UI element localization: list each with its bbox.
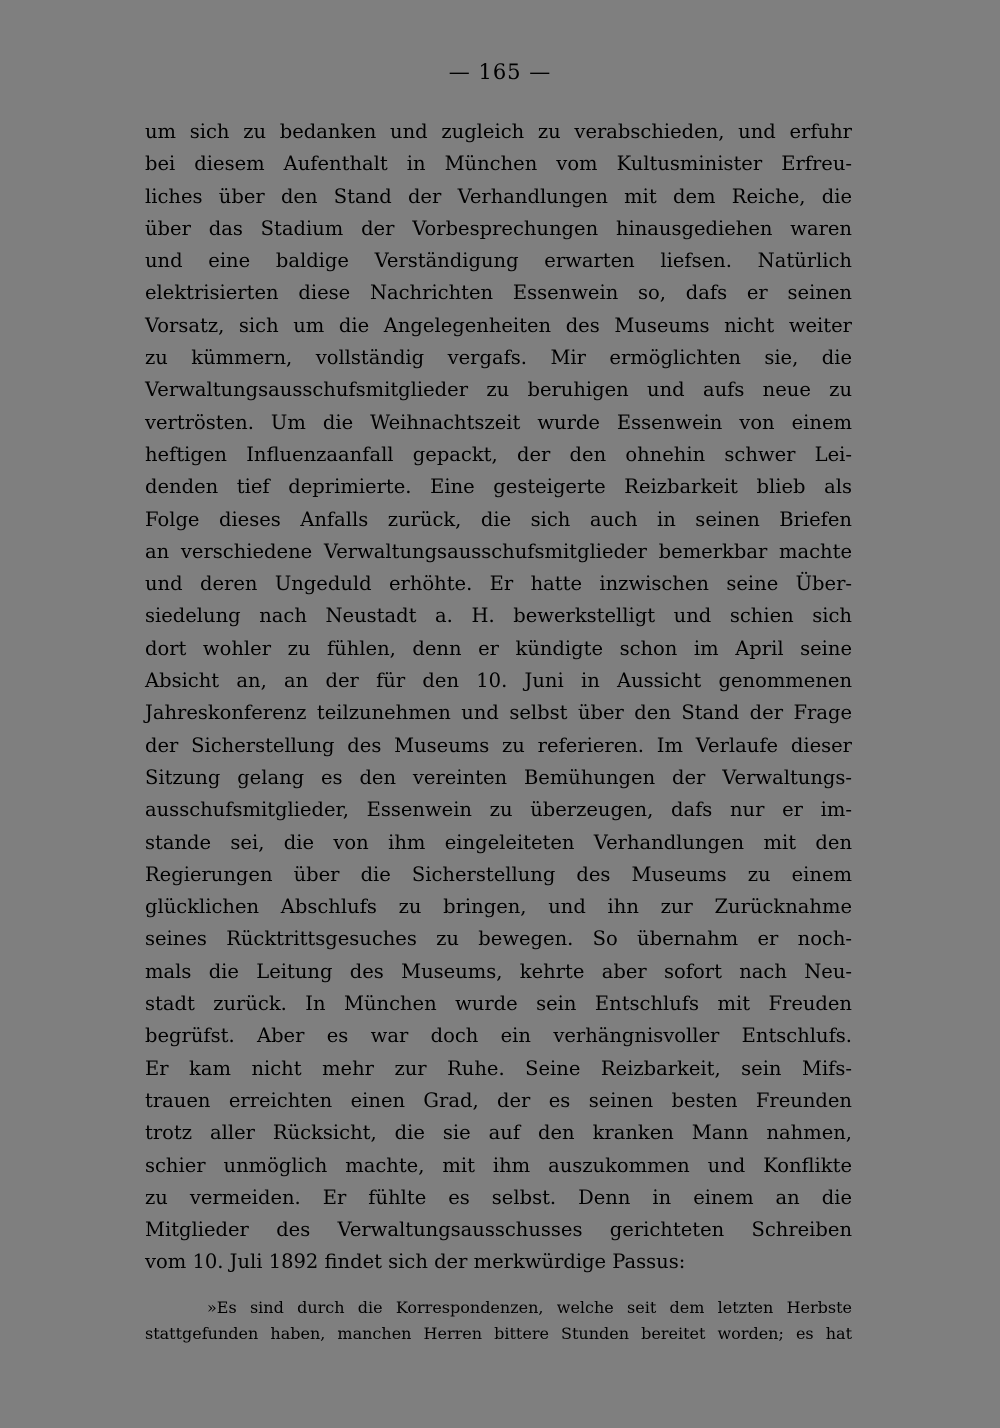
text-line: um sich zu bedanken und zugleich zu verabschieden, und erfuhr [145,120,852,143]
text-line: mals die Leitung des Museums, kehrte aber sofort nach Neu- [145,959,852,983]
text-line: an verschiedene Verwaltungsausschufsmitglieder bemerkbar machte [145,539,852,563]
text-line: denden tief deprimierte. Eine gesteigerte Reizbarkeit blieb als [145,475,852,499]
text-line: Jahreskonferenz teilzunehmen und selbst über den Stand der Frage [145,701,852,725]
page-number-header: — 165 — [448,60,552,84]
block-quote [145,1295,852,1347]
text-line: zu kümmern, vollständig vergafs. Mir ermöglichten sie, die [145,346,852,370]
text-line: liches über den Stand der Verhandlungen mit dem Reiche, die [145,184,852,208]
body-text [145,116,852,1279]
text-line: stande sei, die von ihm eingeleiteten Verhandlungen mit den [145,830,852,854]
text-line: der Sicherstellung des Museums zu referieren. Im Verlaufe dieser [145,733,852,757]
text-line: vom 10. Juli 1892 findet sich der merkwürdige Passus: [145,1250,686,1274]
text-line: Folge dieses Anfalls zurück, die sich auch in seinen Briefen [145,507,852,531]
quote-line: stattgefunden haben, manchen Herren bittere Stunden bereitet worden; es hat [145,1324,852,1343]
text-line: Vorsatz, sich um die Angelegenheiten des Museums nicht weiter [145,313,852,337]
text-line: über das Stadium der Vorbesprechungen hinausgediehen waren [145,216,852,240]
text-line: Er kam nicht mehr zur Ruhe. Seine Reizbarkeit, sein Mifs- [145,1056,852,1080]
text-line: ausschufsmitglieder, Essenwein zu überzeugen, dafs nur er im- [145,798,852,822]
text-line: trauen erreichten einen Grad, der es seinen besten Freunden [145,1088,852,1112]
text-line: Regierungen über die Sicherstellung des Museums zu einem [145,862,852,886]
text-line: zu vermeiden. Er fühlte es selbst. Denn in einem an die [145,1185,852,1209]
text-line: Mitglieder des Verwaltungsausschusses gerichteten Schreiben [145,1218,852,1242]
text-line: stadt zurück. In München wurde sein Entschlufs mit Freuden [145,992,852,1016]
text-line: trotz aller Rücksicht, die sie auf den kranken Mann nahmen, [145,1121,852,1145]
text-line: dort wohler zu fühlen, denn er kündigte schon im April seine [145,636,852,660]
text-line: und deren Ungeduld erhöhte. Er hatte inzwischen seine Über- [145,572,852,596]
quote-line: »Es sind durch die Korrespondenzen, welche seit dem letzten Herbste [207,1298,852,1317]
text-line: glücklichen Abschlufs zu bringen, und ihn zur Zurücknahme [145,895,852,919]
text-line: und eine baldige Verständigung erwarten liefsen. Natürlich [145,249,852,273]
text-line: Sitzung gelang es den vereinten Bemühungen der Verwaltungs- [145,765,852,789]
text-line: bei diesem Aufenthalt in München vom Kultusminister Erfreu- [145,152,852,176]
text-line: vertrösten. Um die Weihnachtszeit wurde Essenwein von einem [145,410,852,434]
text-line: Absicht an, an der für den 10. Juni in Aussicht genommenen [145,669,852,693]
text-line: seines Rücktrittsgesuches zu bewegen. So übernahm er noch- [145,927,852,951]
text-line: schier unmöglich machte, mit ihm auszukommen und Konflikte [145,1153,852,1177]
text-line: heftigen Influenzaanfall gepackt, der den ohnehin schwer Lei- [145,442,852,466]
text-line: siedelung nach Neustadt a. H. bewerkstelligt und schien sich [145,604,852,628]
text-line: Verwaltungsausschufsmitglieder zu beruhigen und aufs neue zu [145,378,852,402]
text-line: begrüfst. Aber es war doch ein verhängnisvoller Entschlufs. [145,1024,852,1048]
text-line: elektrisierten diese Nachrichten Essenwein so, dafs er seinen [145,281,852,305]
